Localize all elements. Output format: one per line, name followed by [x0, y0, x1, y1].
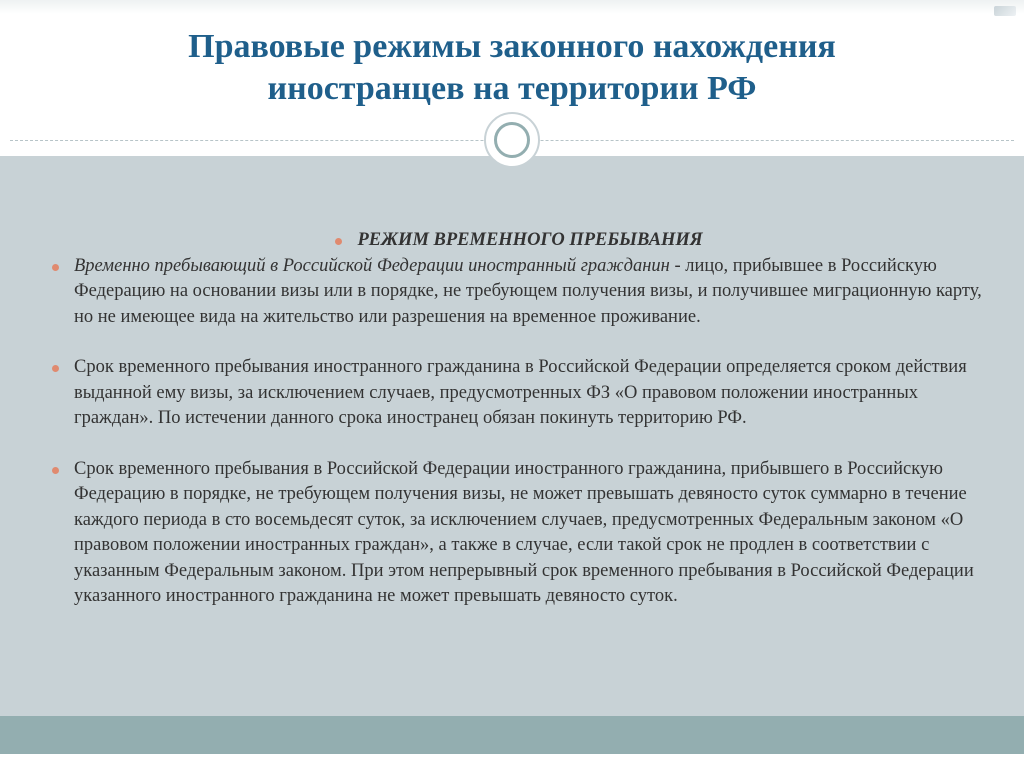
circle-ornament-inner — [494, 122, 530, 158]
top-shadow — [0, 0, 1024, 14]
definition-term: Временно пребывающий в Российской Федерации иностранный гражданин — [74, 255, 670, 276]
title-line-2: иностранцев на территории РФ — [267, 70, 757, 107]
corner-decoration — [994, 6, 1016, 16]
bullet-icon — [52, 467, 59, 474]
title-line-1: Правовые режимы законного нахождения — [188, 28, 836, 65]
circle-ornament-icon — [484, 112, 540, 168]
section-heading: РЕЖИМ ВРЕМЕННОГО ПРЕБЫВАНИЯ — [357, 230, 703, 250]
paragraph-text: Срок временного пребывания иностранного гражданина в Российской Федерации определяется сроком действия выданной ему визы, за исключением случаев, предусмотренных ФЗ «О правовом положении иностранных граждан». По истечении данного срока иностранец обязан покинуть территорию РФ. — [74, 357, 967, 428]
bullet-list — [46, 228, 986, 610]
definition-text: - лицо, прибывшее в Российскую Федерацию на основании визы или в порядке, не требующем получения визы, и получившее миграционную карту, но не имеющее вида на жительство или разрешения на временное проживание. — [74, 255, 982, 327]
list-spacer — [46, 432, 986, 457]
list-spacer — [46, 330, 986, 355]
bullet-icon — [52, 365, 59, 372]
bottom-band — [0, 716, 1024, 754]
paragraph-text: Срок временного пребывания в Российской Федерации иностранного гражданина, прибывшего в Российскую Федерацию в порядке, не требующем получения визы, не может превышать девяносто суток суммарно в течение каждого периода в сто восемьдесят суток, за исключением случаев, предусмотренных Федеральным законом «О правовом положении иностранных граждан», а также в случае, если такой срок не продлен в соответствии с указанным Федеральным законом. При этом непрерывный срок временного пребывания в Российской Федерации указанного иностранного гражданина не может превышать девяносто суток. — [74, 458, 974, 606]
bullet-icon — [335, 238, 342, 245]
list-item — [46, 457, 986, 610]
bullet-icon — [52, 264, 59, 271]
slide-title — [0, 26, 1024, 110]
list-item — [46, 355, 986, 432]
list-item-heading — [46, 228, 986, 254]
list-item — [46, 254, 986, 331]
